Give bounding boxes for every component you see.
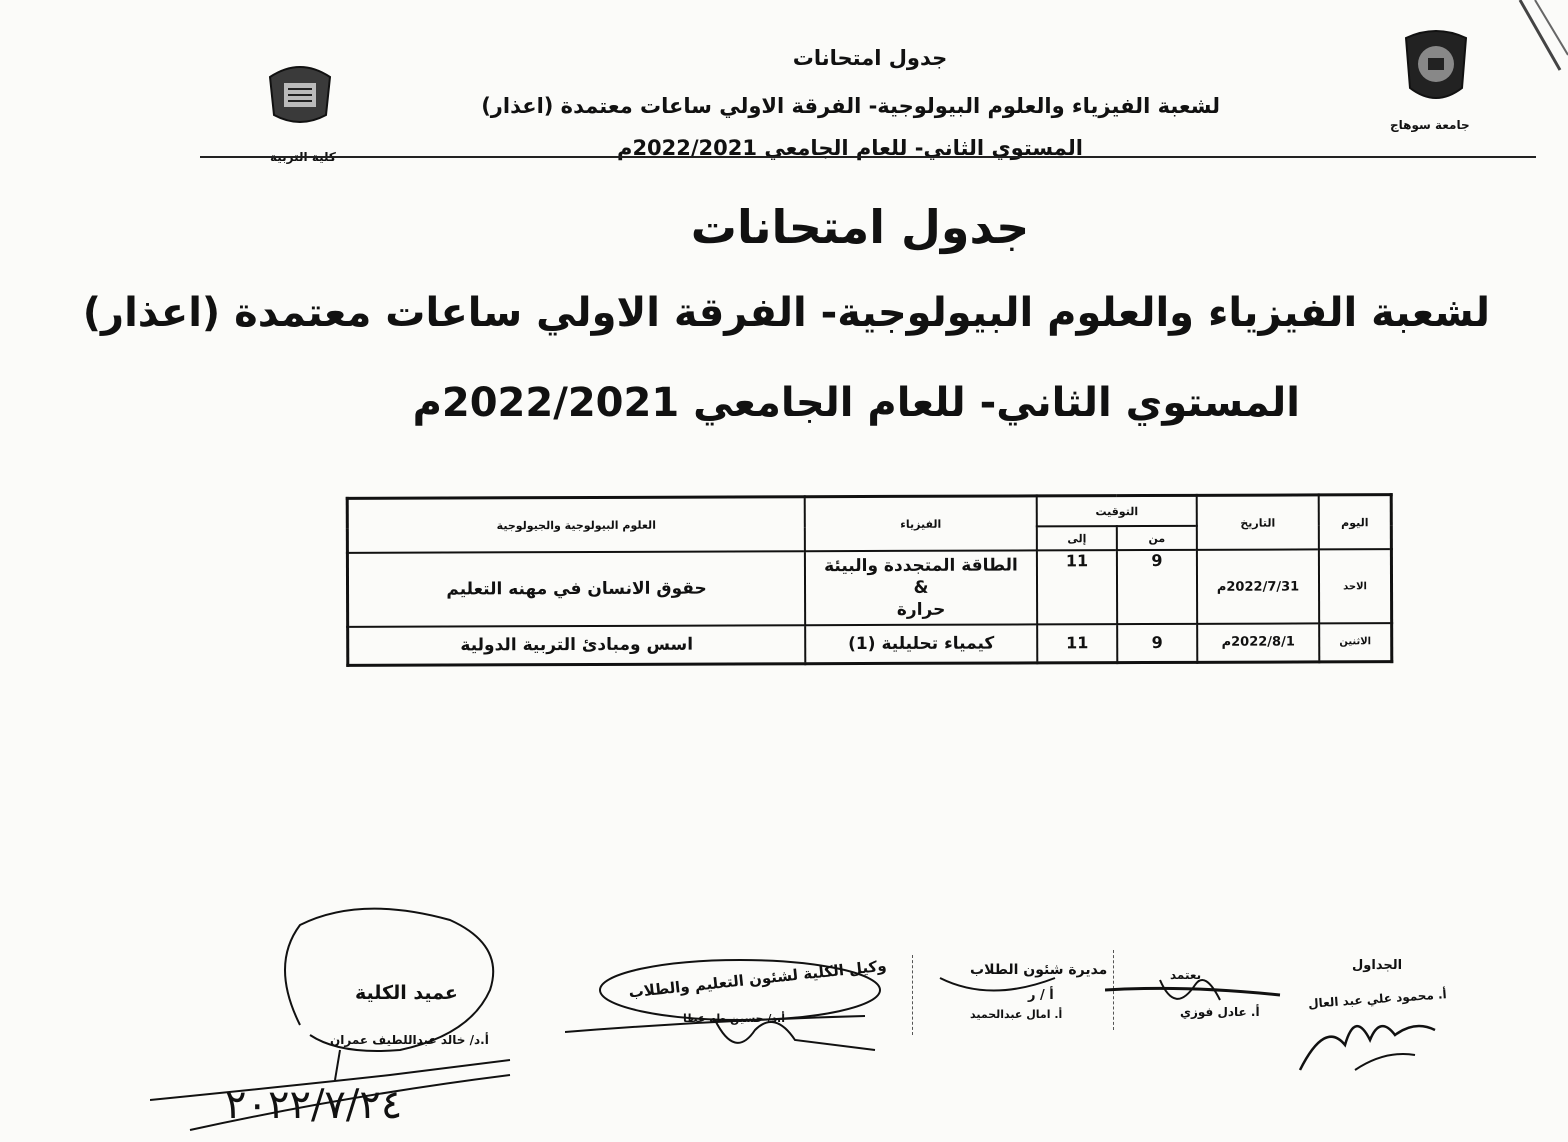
page-level: المستوي الثاني- للعام الجامعي 2022/2021م: [412, 380, 1300, 426]
faculty-seal-icon: [262, 55, 338, 131]
header-divider: [200, 156, 1536, 158]
table-row: [347, 549, 1391, 627]
director-title: مديرة شئون الطلاب: [970, 962, 1108, 978]
reviewer-name: أ. عادل فوزي: [1180, 1005, 1260, 1019]
scheduler-signature-scribble: [1295, 1000, 1445, 1080]
header-subtitle: لشعبة الفيزياء والعلوم البيولوجية- الفرقة الاولي ساعات معتمدة (اعذار): [481, 94, 1220, 118]
scheduler-name: أ. محمود علي عبد العال: [1307, 987, 1448, 1011]
row-from: 9: [1117, 624, 1197, 662]
right-logo-caption: جامعة سوهاج: [1390, 118, 1470, 132]
table-row: [348, 623, 1392, 665]
page-subtitle: لشعبة الفيزياء والعلوم البيولوجية- الفرقة الاولي ساعات معتمدة (اعذار): [82, 290, 1490, 336]
vice-dean-name: أ.د/ حسين طه عطا: [683, 1012, 786, 1025]
row-day: الاحد: [1319, 549, 1392, 623]
header-title: جدول امتحانات: [792, 46, 948, 70]
header-time: التوقيت: [1037, 495, 1197, 526]
header-physics: الفيزياء: [805, 496, 1037, 551]
header-level: المستوي الثاني- للعام الجامعي 2022/2021م: [617, 136, 1083, 160]
signature-divider: [912, 955, 913, 1035]
header-from: من: [1117, 526, 1197, 550]
row-date: 2022/7/31م: [1197, 549, 1319, 623]
row-to: 11: [1037, 624, 1117, 662]
director-prefix: أ / ر: [1028, 988, 1054, 1003]
header-to: إلى: [1037, 526, 1117, 550]
row-bio: اسس ومبادئ التربية الدولية: [348, 625, 806, 665]
dean-name: أ.د/ خالد عبداللطيف عمران: [330, 1033, 489, 1047]
physics-line: &: [913, 577, 929, 598]
university-seal-icon: [1400, 26, 1472, 108]
vice-dean-title: وكيل الكلية لشئون التعليم والطلاب: [627, 956, 888, 1002]
row-to: 11: [1037, 550, 1117, 624]
right-logo: [1400, 26, 1472, 108]
left-logo-caption: كلية التربية: [270, 150, 336, 164]
pen-mark: [1500, 0, 1568, 80]
left-logo: [262, 55, 338, 131]
dean-title: عميد الكلية: [355, 982, 458, 1004]
table-header-row: [347, 495, 1391, 529]
row-physics: [805, 550, 1037, 625]
header-day: اليوم: [1319, 495, 1392, 550]
reviewer-title: يعتمد: [1170, 968, 1202, 982]
row-bio: حقوق الانسان في مهنه التعليم: [347, 551, 805, 627]
row-from: 9: [1117, 550, 1197, 624]
physics-line: الطاقة المتجددة والبيئة: [824, 555, 1018, 577]
physics-line: حرارة: [896, 599, 946, 620]
exam-table: [346, 493, 1394, 666]
row-day: الاثنين: [1319, 623, 1392, 661]
director-name: أ. امال عبدالحميد: [970, 1008, 1063, 1021]
header-date: التاريخ: [1197, 495, 1319, 550]
handwritten-date: ٢٠٢٢/٧/٢٤: [225, 1082, 403, 1128]
row-date: 2022/8/1م: [1197, 623, 1319, 661]
scheduler-title: الجداول: [1352, 958, 1403, 973]
page-title: جدول امتحانات: [690, 200, 1030, 254]
row-physics: كيمياء تحليلية (1): [805, 624, 1037, 663]
header-bio: العلوم البيولوجية والجيولوجية: [347, 497, 805, 553]
